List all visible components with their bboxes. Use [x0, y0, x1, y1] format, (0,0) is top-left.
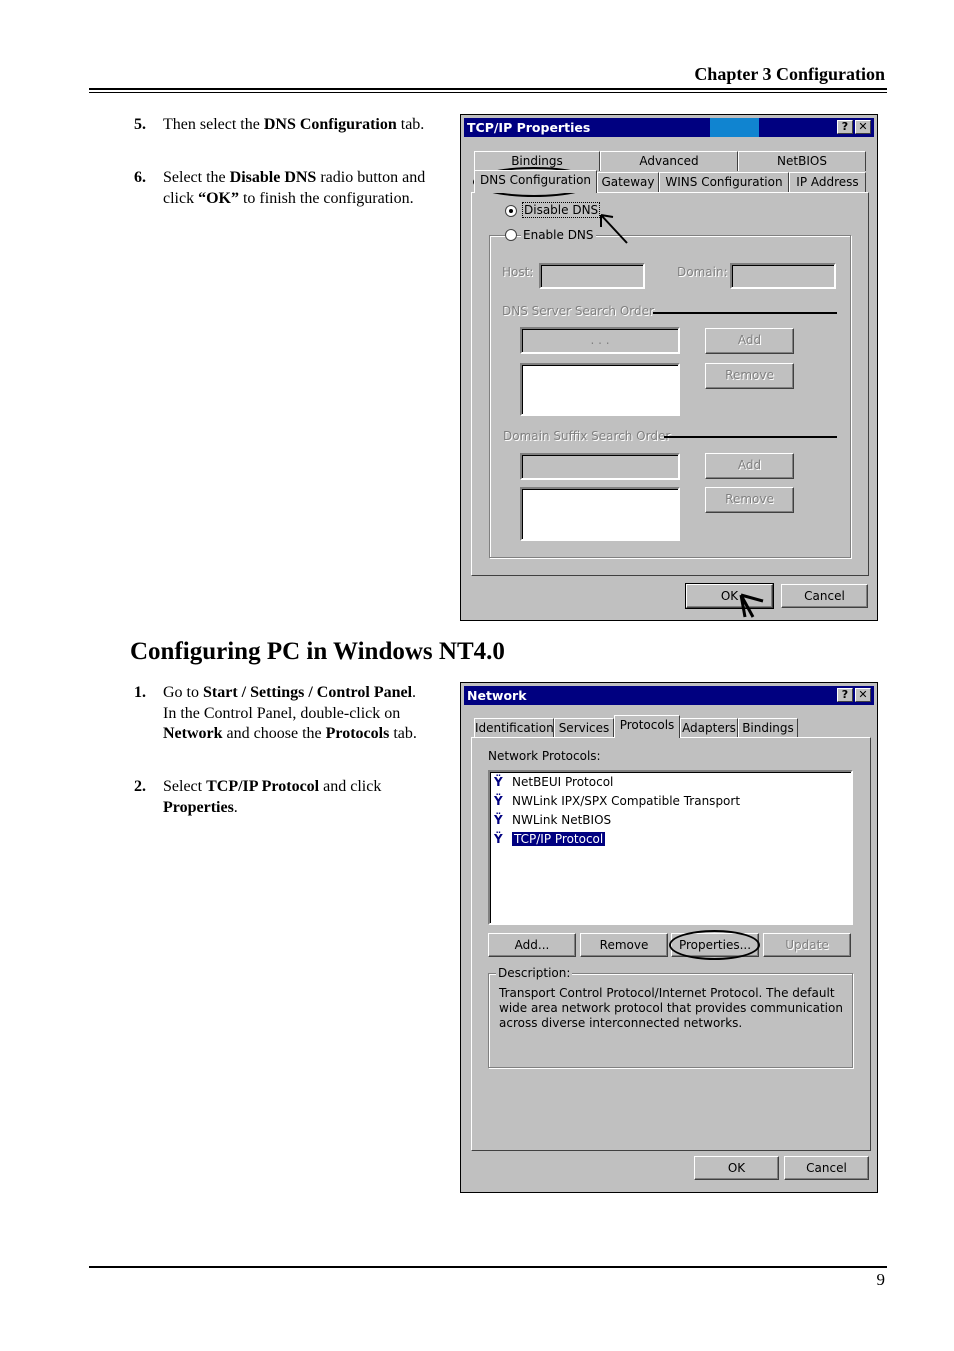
network-protocol-icon: Ÿ — [494, 832, 503, 846]
dialog-title: TCP/IP Properties — [467, 120, 591, 135]
domain-suffix-list[interactable] — [520, 487, 680, 541]
network-protocols-label: Network Protocols: — [488, 749, 601, 763]
list-item[interactable] — [494, 793, 740, 810]
tab-bindings[interactable]: Bindings — [738, 718, 798, 738]
step-number: 5. — [134, 116, 146, 133]
separator — [653, 312, 837, 314]
add-button[interactable]: Add... — [488, 933, 576, 957]
step-text: tab. — [396, 116, 425, 133]
step-2 — [134, 777, 428, 818]
list-item-label: NWLink NetBIOS — [512, 813, 612, 827]
host-input[interactable] — [539, 263, 645, 289]
highlight-ellipse — [669, 930, 760, 960]
network-protocol-icon: Ÿ — [494, 794, 503, 808]
domain-suffix-input[interactable] — [520, 453, 680, 480]
step-text: Select — [163, 778, 207, 795]
dialog-titlebar — [464, 686, 874, 705]
close-icon[interactable]: ✕ — [855, 120, 871, 134]
step-text: . — [233, 798, 238, 816]
pointer-arrow-icon — [597, 211, 631, 245]
description-label: Description: — [498, 966, 571, 980]
step-bold: TCP/IP Protocol — [206, 778, 320, 795]
network-protocol-icon: Ÿ — [494, 813, 503, 827]
dns-server-order-label: DNS Server Search Order — [502, 304, 654, 318]
dialog-title: Network — [467, 688, 527, 703]
network-protocol-icon: Ÿ — [494, 775, 503, 789]
domain-label: Domain: — [677, 265, 728, 279]
disable-dns-radio[interactable] — [505, 205, 517, 217]
step-text: tab. — [389, 725, 417, 742]
protocols-list[interactable] — [488, 770, 853, 925]
tab-protocols[interactable]: Protocols — [614, 715, 680, 738]
step-bold: Properties — [163, 798, 234, 816]
step-bold: DNS Configuration — [263, 116, 397, 133]
footer-rule — [89, 1266, 887, 1268]
step-1 — [134, 683, 428, 745]
help-icon[interactable]: ? — [837, 120, 853, 134]
step-text: Go to — [163, 684, 203, 701]
tab-advanced[interactable]: Advanced — [600, 151, 738, 171]
tab-dns-configuration[interactable]: DNS Configuration — [474, 170, 597, 193]
step-text: to finish the configuration. — [238, 189, 414, 207]
tab-gateway[interactable]: Gateway — [597, 172, 659, 192]
step-bold: Protocols — [325, 725, 390, 742]
enable-dns-label[interactable]: Enable DNS — [523, 228, 594, 242]
cancel-button[interactable]: Cancel — [781, 584, 868, 608]
step-bold: “OK” — [198, 189, 239, 207]
step-number: 6. — [134, 169, 146, 186]
dialog-titlebar — [464, 118, 874, 137]
step-bold: Network — [163, 725, 223, 742]
network-dialog — [460, 682, 878, 1193]
list-item-selected[interactable] — [494, 831, 605, 848]
step-6 — [134, 168, 428, 209]
suffix-remove-button[interactable]: Remove — [705, 487, 794, 513]
chapter-header: Chapter 3 Configuration — [694, 64, 885, 84]
ok-button[interactable]: OK — [686, 584, 773, 608]
list-item-label: NWLink IPX/SPX Compatible Transport — [512, 794, 741, 808]
step-5 — [134, 115, 428, 136]
help-icon[interactable]: ? — [837, 688, 853, 702]
step-text: . In the Control Panel, double-click on — [163, 684, 417, 722]
host-label: Host: — [502, 265, 534, 279]
cursor-arrow-icon — [733, 587, 767, 621]
suffix-add-button[interactable]: Add — [705, 453, 794, 479]
list-item-label: NetBEUI Protocol — [512, 775, 614, 789]
step-text: radio button and click — [163, 169, 426, 207]
step-bold: Start / Settings / Control Panel — [203, 684, 413, 701]
step-number: 2. — [134, 778, 146, 795]
disable-dns-label[interactable]: Disable DNS — [524, 203, 599, 217]
tab-identification[interactable]: Identification — [474, 718, 554, 738]
list-item[interactable] — [494, 812, 611, 829]
close-icon[interactable]: ✕ — [855, 688, 871, 702]
tcpip-properties-dialog — [460, 114, 878, 621]
cancel-button[interactable]: Cancel — [784, 1156, 869, 1180]
tab-ip-address[interactable]: IP Address — [789, 172, 866, 192]
step-text: and choose the — [222, 725, 326, 742]
tab-bindings[interactable]: Bindings — [474, 151, 600, 171]
tab-adapters[interactable]: Adapters — [680, 718, 738, 738]
step-text: Then select the — [163, 116, 264, 133]
header-rule — [89, 88, 887, 90]
properties-button[interactable]: Properties... — [671, 933, 759, 957]
tab-services[interactable]: Services — [554, 718, 614, 738]
description-text: Transport Control Protocol/Internet Protocol. The default wide area network protocol that provides communication across diverse interconnected networks. — [499, 986, 843, 1030]
step-text: Select the — [163, 169, 230, 186]
header-rule-thin — [89, 92, 887, 93]
ok-button[interactable]: OK — [694, 1156, 779, 1180]
tab-wins-configuration[interactable]: WINS Configuration — [659, 172, 789, 192]
dns-remove-button[interactable]: Remove — [705, 363, 794, 389]
step-bold: Disable DNS — [229, 169, 317, 186]
section-heading: Configuring PC in Windows NT4.0 — [130, 638, 505, 665]
list-item[interactable] — [494, 774, 613, 791]
dns-server-list[interactable] — [520, 363, 680, 416]
domain-input[interactable] — [730, 263, 836, 289]
step-text: and click — [319, 778, 382, 795]
page-number: 9 — [876, 1270, 885, 1289]
step-number: 1. — [134, 684, 146, 701]
separator — [664, 436, 837, 438]
domain-suffix-order-label: Domain Suffix Search Order — [503, 429, 671, 443]
enable-dns-radio[interactable] — [505, 229, 517, 241]
dns-add-button[interactable]: Add — [705, 328, 794, 354]
dns-server-ip-input[interactable]: . . . — [520, 327, 680, 354]
remove-button[interactable]: Remove — [580, 933, 668, 957]
tab-netbios[interactable]: NetBIOS — [738, 151, 866, 171]
list-item-label: TCP/IP Protocol — [514, 832, 604, 846]
update-button[interactable]: Update — [763, 933, 851, 957]
